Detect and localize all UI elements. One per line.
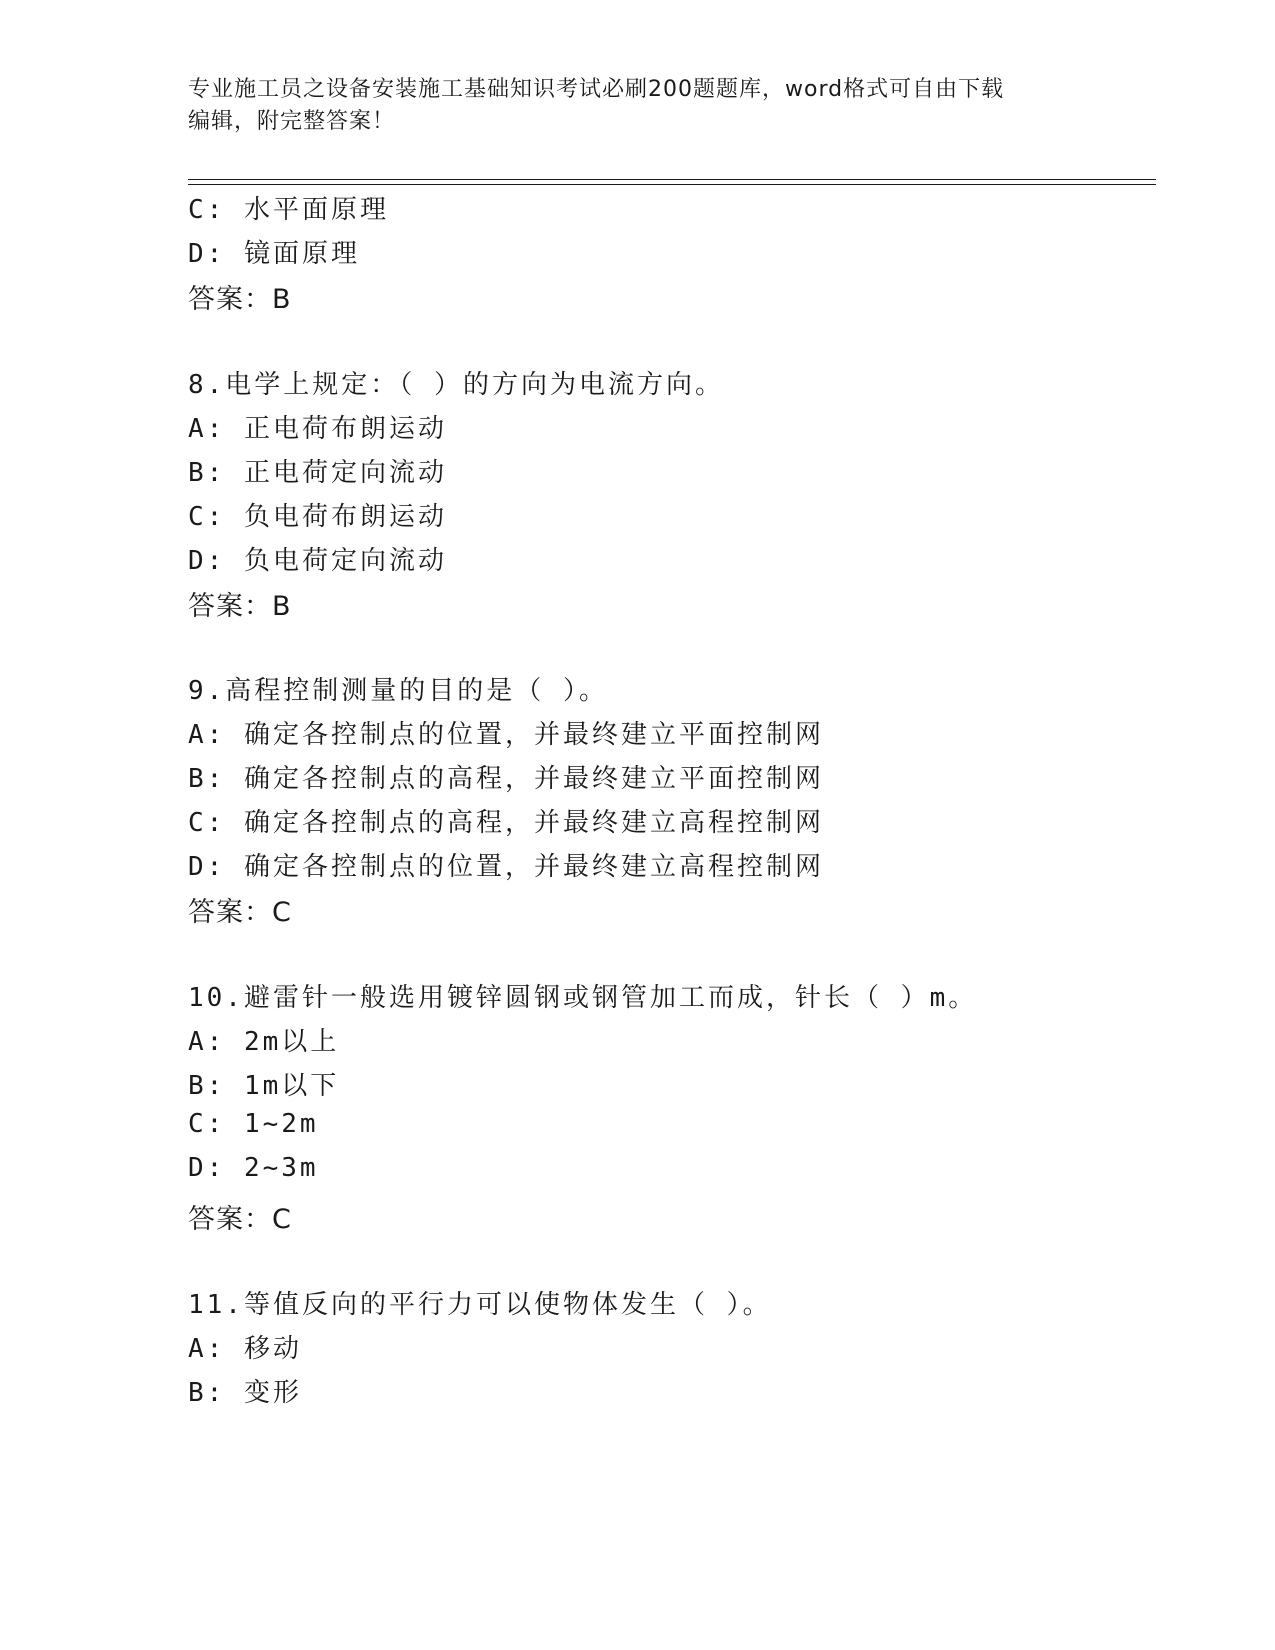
q10-stem: 10.避雷针一般选用镀锌圆钢或钢管加工而成，针长（ ）m。 — [188, 983, 978, 1013]
q7-option-c: C: 水平面原理 — [188, 195, 389, 225]
q9-answer: 答案：C — [188, 897, 292, 928]
q9-option-a: A: 确定各控制点的位置，并最终建立平面控制网 — [188, 720, 824, 750]
header-title-line1: 专业施工员之设备安装施工基础知识考试必刷200题题库，word格式可自由下载 — [188, 77, 1005, 102]
header-title-line2: 编辑，附完整答案！ — [188, 109, 396, 134]
q9-stem: 9.高程控制测量的目的是（ ）。 — [188, 676, 608, 706]
q8-option-d: D: 负电荷定向流动 — [188, 546, 447, 576]
q10-option-d: D: 2~3m — [188, 1153, 319, 1183]
q8-answer: 答案：B — [188, 591, 292, 622]
header-divider-top — [188, 179, 1156, 180]
q10-option-b: B: 1m以下 — [188, 1071, 340, 1101]
q11-option-b: B: 变形 — [188, 1378, 302, 1408]
q10-answer: 答案：C — [188, 1204, 292, 1235]
q10-option-a: A: 2m以上 — [188, 1027, 340, 1057]
q7-option-d: D: 镜面原理 — [188, 239, 360, 269]
q10-option-c: C: 1~2m — [188, 1109, 319, 1139]
q8-option-b: B: 正电荷定向流动 — [188, 458, 447, 488]
q8-stem: 8.电学上规定：（ ）的方向为电流方向。 — [188, 370, 724, 400]
q11-stem: 11.等值反向的平行力可以使物体发生（ ）。 — [188, 1290, 772, 1320]
header-divider-bottom — [188, 184, 1156, 185]
document-header — [188, 74, 1088, 138]
q8-option-a: A: 正电荷布朗运动 — [188, 414, 447, 444]
q11-option-a: A: 移动 — [188, 1334, 302, 1364]
q8-option-c: C: 负电荷布朗运动 — [188, 502, 447, 532]
q9-option-d: D: 确定各控制点的位置，并最终建立高程控制网 — [188, 852, 824, 882]
q9-option-c: C: 确定各控制点的高程，并最终建立高程控制网 — [188, 808, 824, 838]
q9-option-b: B: 确定各控制点的高程，并最终建立平面控制网 — [188, 764, 824, 794]
q7-answer: 答案：B — [188, 284, 292, 315]
